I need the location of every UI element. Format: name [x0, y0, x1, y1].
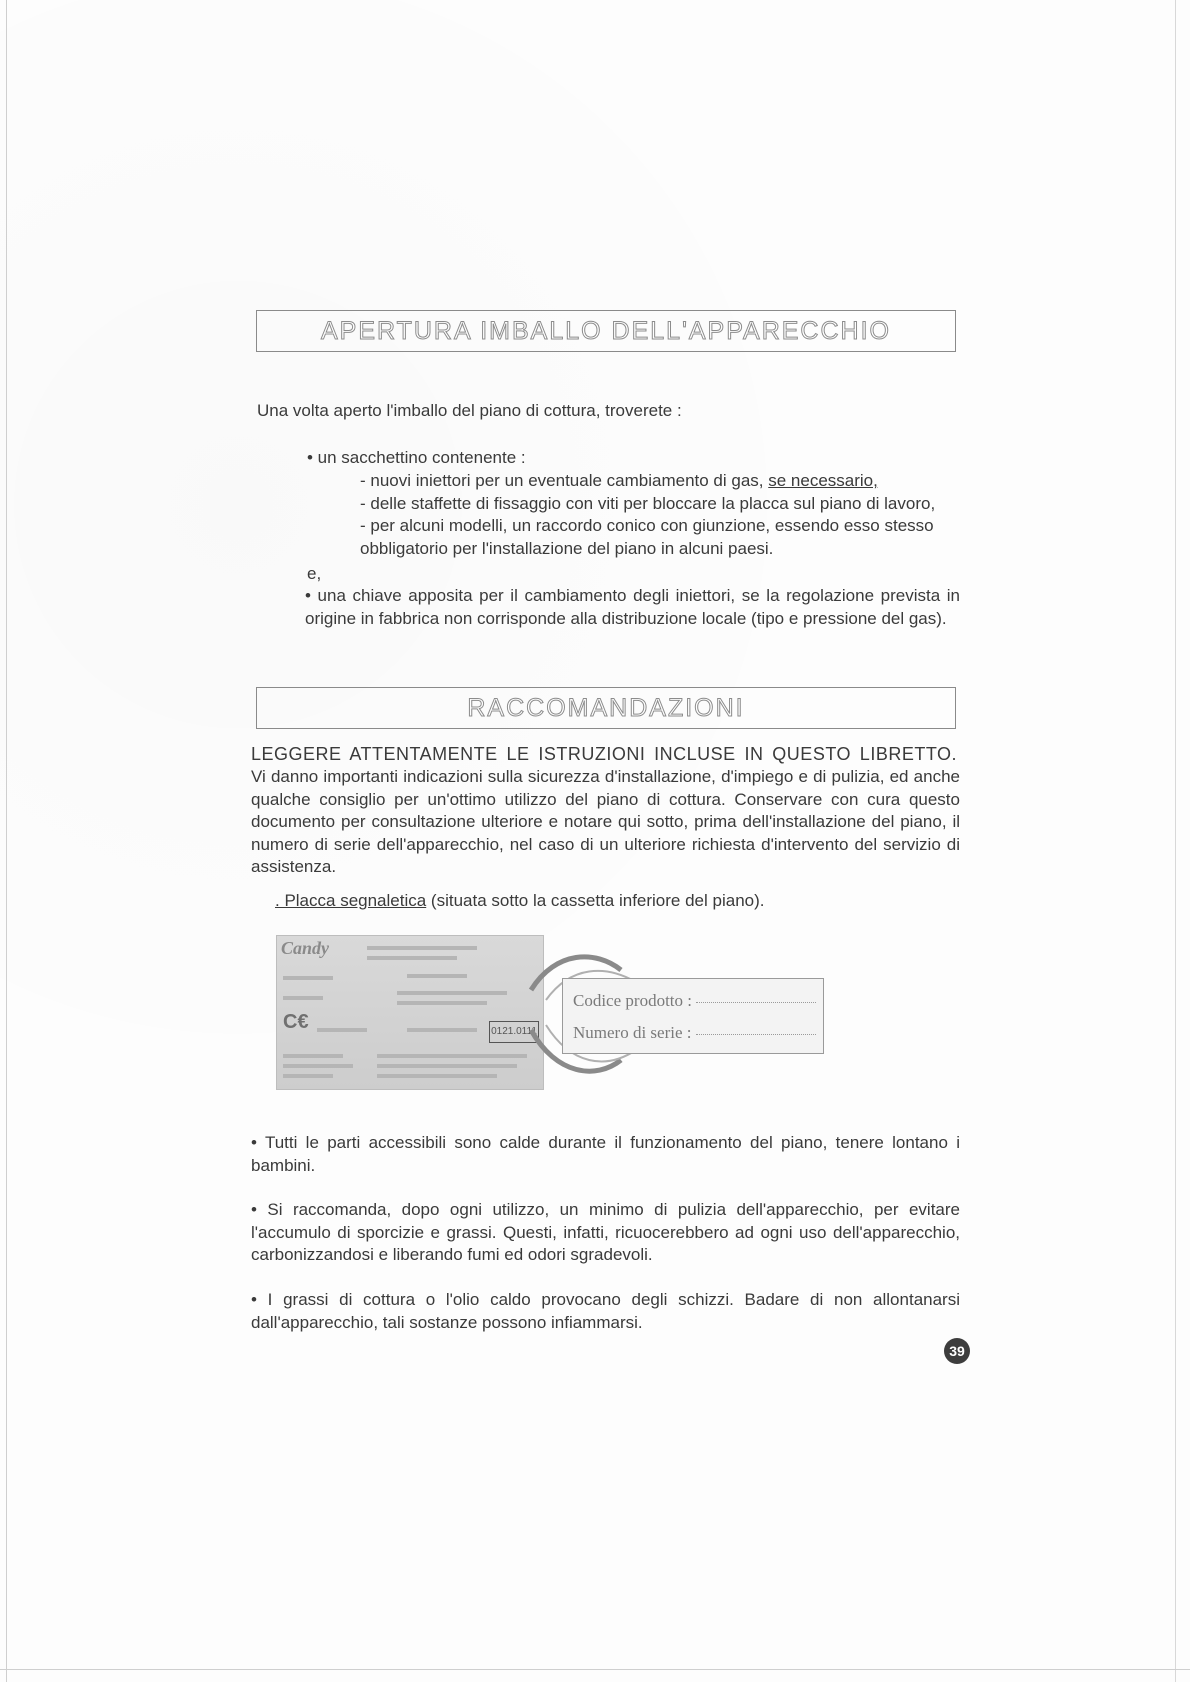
section-header-recommendations: [256, 687, 956, 729]
placca-line: . Placca segnaletica (situata sotto la cassetta inferiore del piano).: [275, 891, 765, 910]
page-edge-left: [6, 0, 7, 1682]
read-carefully-line: LEGGERE ATTENTAMENTE LE ISTRUZIONI INCLUSE IN QUESTO LIBRETTO.: [251, 744, 957, 764]
bag-line: • un sacchettino contenente :: [307, 448, 526, 467]
serial-number-field: Numero di serie :: [573, 1023, 816, 1043]
serial-code-box: 0121.0111: [489, 1021, 539, 1043]
brand-logo: Candy: [281, 938, 330, 958]
conjunction-line: e,: [307, 564, 322, 583]
product-code-field: Codice prodotto :: [573, 991, 816, 1011]
page-number-badge: 39: [944, 1338, 970, 1364]
list-item: - per alcuni modelli, un raccordo conico con giunzione, essendo esso stesso: [360, 516, 934, 535]
section-title-unpacking: APERTURA IMBALLO DELL'APPARECCHIO: [320, 316, 891, 345]
page-edge-bottom: [0, 1669, 1190, 1670]
section-header-unpacking: [256, 310, 956, 352]
list-item: • Tutti le parti accessibili sono calde durante il funzionamento del piano, tenere lontano i bambini.: [251, 1133, 960, 1175]
key-line: • una chiave apposita per il cambiamento degli iniettori, se la regolazione prevista in origine in fabbrica non corrisponde alla distribuzione locale (tipo e pressione del gas).: [305, 586, 960, 628]
list-item: • I grassi di cottura o l'olio caldo provocano degli schizzi. Badare di non allontanarsi dall'apparecchio, tali sostanze possono infiammarsi.: [251, 1290, 960, 1332]
underlined-text: se necessario,: [768, 471, 878, 490]
list-item: • Si raccomanda, dopo ogni utilizzo, un minimo di pulizia dell'apparecchio, per evitare l'accumulo di sporcizie e grassi. Questi, infatti, ricuocerebbero ad ogni uso dell'apparecchio, carbonizzandosi e liberando fumi ed odori sgradevoli.: [251, 1200, 960, 1264]
recommendations-paragraph: Vi danno importanti indicazioni sulla sicurezza d'installazione, d'impiego e di pulizia, ed anche qualche consiglio per un'ottimo utilizzo del piano di cottura. Conservare con cura questo documento per consultazione ulteriore e notare qui sotto, prima dell'installazione del piano, il numero di serie dell'apparecchio, nel caso di un ulteriore richiesta d'intervento del servizio di assistenza.: [251, 767, 960, 876]
list-item: - nuovi iniettori per un eventuale cambiamento di gas, se necessario,: [360, 471, 878, 490]
placca-label: . Placca segnaletica: [275, 891, 427, 910]
page-edge-right: [1175, 0, 1176, 1682]
rating-plate-image: [276, 935, 544, 1090]
product-info-callout: [562, 978, 824, 1054]
rating-plate-figure: [276, 930, 836, 1095]
bag-contents-list: [360, 470, 960, 560]
section-title-recommendations: RACCOMANDAZIONI: [467, 693, 745, 722]
list-item: - delle staffette di fissaggio con viti per bloccare la placca sul piano di lavoro,: [360, 493, 936, 513]
list-item: obbligatorio per l'installazione del piano in alcuni paesi.: [360, 538, 774, 558]
unpack-intro: Una volta aperto l'imballo del piano di cottura, troverete :: [257, 401, 682, 420]
ce-mark: C€: [283, 1011, 309, 1033]
